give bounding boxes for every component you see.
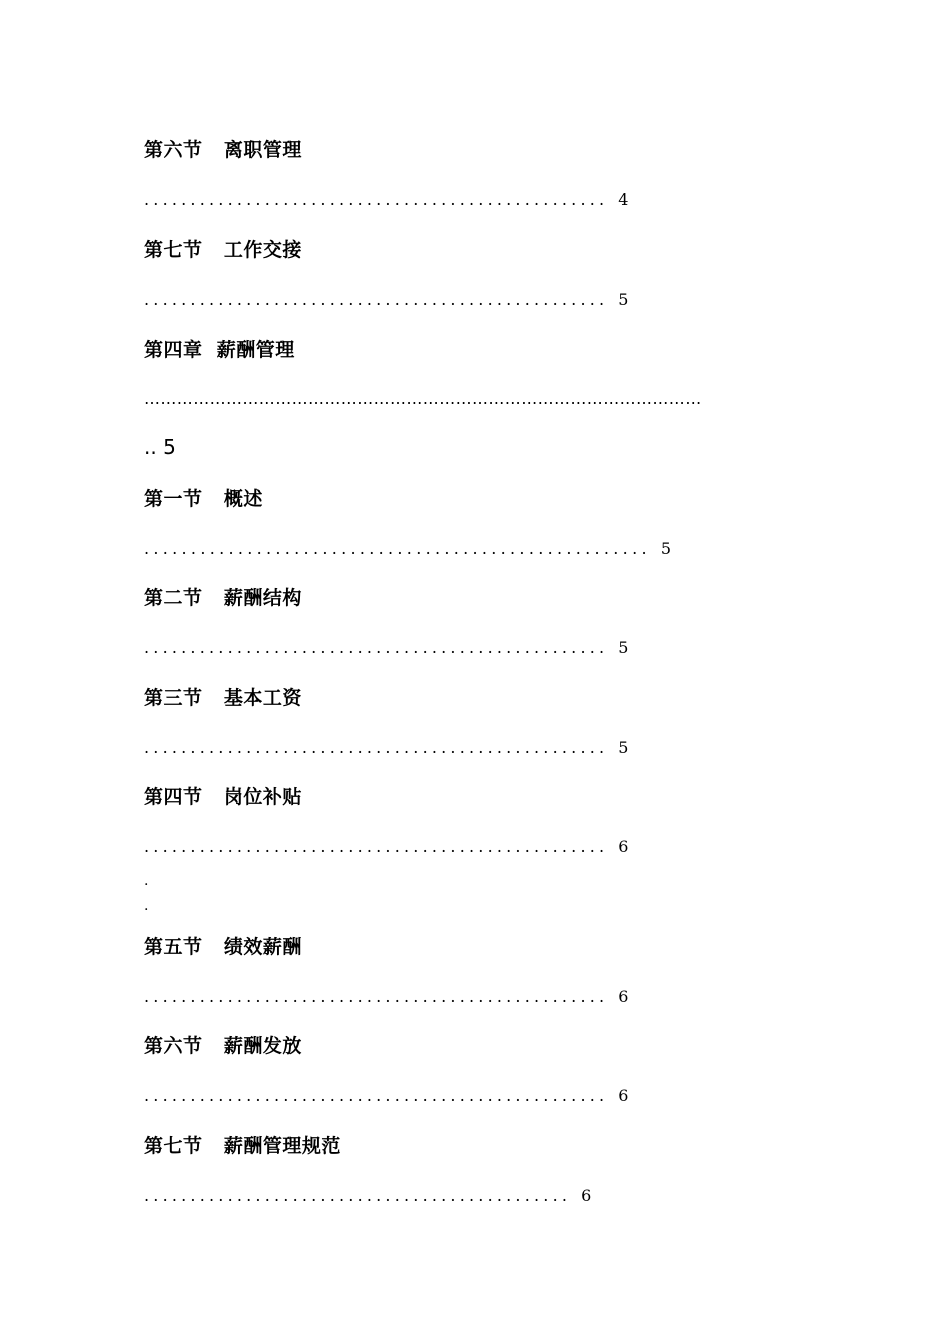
toc-heading: 第六节 薪酬发放 bbox=[144, 1035, 302, 1057]
dot-leader: .............................................. bbox=[144, 1186, 572, 1205]
page-number: 5 bbox=[660, 539, 672, 558]
dot-leader: ………………………………………………………………………………………… bbox=[144, 389, 702, 408]
toc-leader-line bbox=[144, 1086, 628, 1106]
toc-heading: 第一节 概述 bbox=[144, 488, 263, 510]
page-number: 6 bbox=[618, 1086, 629, 1105]
toc-leader-line bbox=[144, 539, 671, 559]
toc-heading: 第六节 离职管理 bbox=[144, 139, 302, 161]
page-number-continuation: .. 5 bbox=[144, 435, 176, 459]
stray-dot: . bbox=[144, 898, 149, 914]
dot-leader: .................................................. bbox=[144, 190, 609, 209]
toc-heading: 第七节 薪酬管理规范 bbox=[144, 1135, 341, 1157]
toc-heading: 第四节 岗位补贴 bbox=[144, 786, 302, 808]
dot-leader: ...................................................... bbox=[144, 539, 651, 558]
toc-leader-line bbox=[144, 987, 628, 1007]
toc-leader-line bbox=[144, 290, 628, 310]
toc-leader-line bbox=[144, 1186, 591, 1206]
page-number: 6 bbox=[618, 987, 629, 1006]
page-number: 6 bbox=[618, 837, 629, 856]
dot-leader: .................................................. bbox=[144, 290, 609, 309]
toc-heading: 第三节 基本工资 bbox=[144, 687, 302, 709]
page-number: 5 bbox=[618, 738, 629, 757]
toc-heading: 第五节 绩效薪酬 bbox=[144, 936, 302, 958]
dot-leader: .................................................. bbox=[144, 987, 609, 1006]
page-number: 4 bbox=[618, 190, 629, 209]
dot-leader: .................................................. bbox=[144, 738, 609, 757]
toc-leader-line bbox=[144, 190, 628, 210]
page-number: 5 bbox=[618, 638, 629, 657]
toc-leader-line bbox=[144, 837, 628, 857]
toc-chapter-heading: 第四章 薪酬管理 bbox=[144, 339, 295, 361]
toc-heading: 第二节 薪酬结构 bbox=[144, 587, 302, 609]
dot-leader: .................................................. bbox=[144, 1086, 609, 1105]
page-number: 6 bbox=[581, 1186, 592, 1205]
dot-leader: .................................................. bbox=[144, 837, 609, 856]
toc-heading: 第七节 工作交接 bbox=[144, 239, 302, 261]
toc-leader-line bbox=[144, 638, 628, 658]
page-number: 5 bbox=[618, 290, 629, 309]
toc-leader-line bbox=[144, 738, 628, 758]
stray-dot: . bbox=[144, 873, 149, 889]
dot-leader: .................................................. bbox=[144, 638, 609, 657]
